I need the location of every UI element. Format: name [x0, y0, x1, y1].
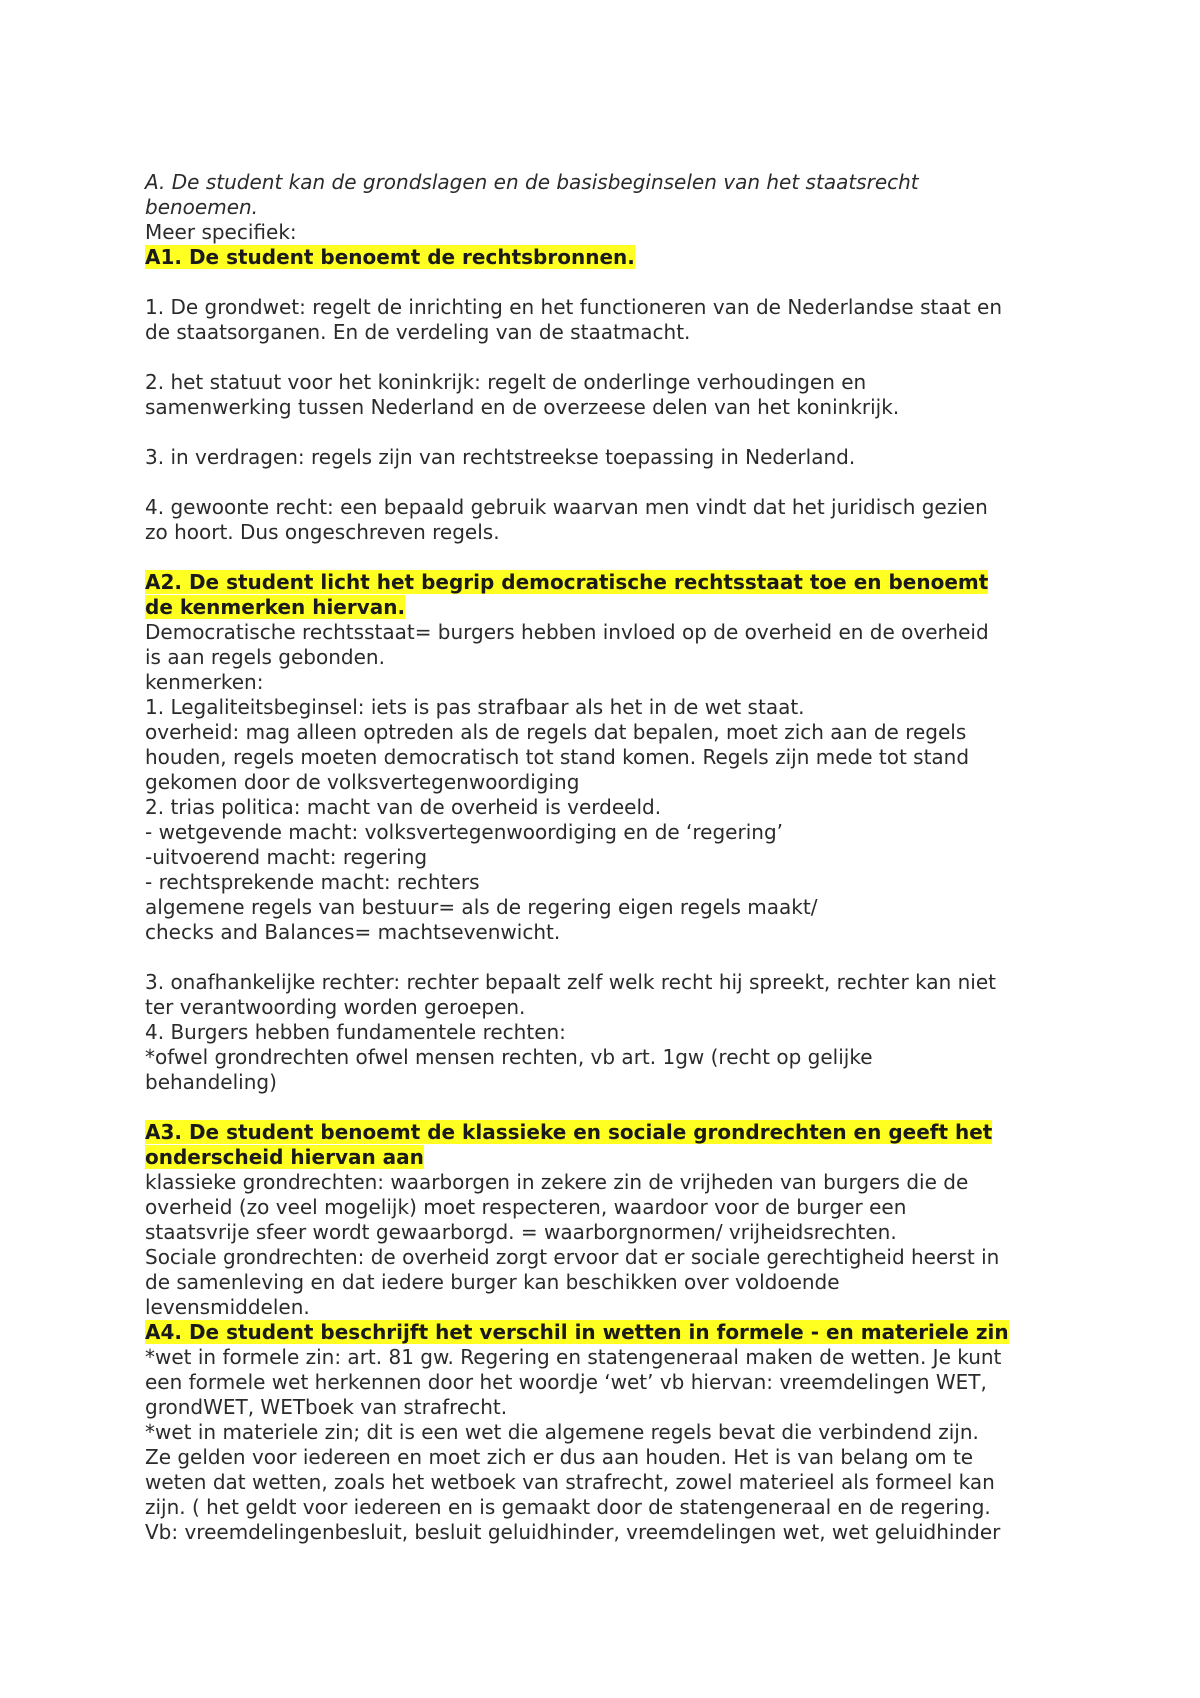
a4-line-8: Vb: vreemdelingenbesluit, besluit geluidhinder, vreemdelingen wet, wet geluidhinder	[145, 1520, 1001, 1544]
paragraph-gap	[145, 1095, 1075, 1120]
heading-a1-text: A1. De student benoemt de rechtsbronnen.	[145, 245, 635, 269]
a4-line-7: zijn. ( het geldt voor iedereen en is gemaakt door de statengeneraal en de regering.	[145, 1495, 991, 1519]
a1-p3-line-1: 3. in verdragen: regels zijn van rechtstreekse toepassing in Nederland.	[145, 445, 856, 469]
a1-p4-line-2: zo hoort. Dus ongeschreven regels.	[145, 520, 500, 544]
a2-b1-line-5: overheid: mag alleen optreden als de regels dat bepalen, moet zich aan de regels	[145, 720, 967, 744]
a2-b1-line-9: - wetgevende macht: volksvertegenwoordiging en de ‘regering’	[145, 820, 783, 844]
a4-line-2: een formele wet herkennen door het woordje ‘wet’ vb hiervan: vreemdelingen WET,	[145, 1370, 987, 1394]
a2-b1-line-10: -uitvoerend macht: regering	[145, 845, 428, 869]
heading-a2-text-2: de kenmerken hiervan.	[145, 595, 406, 619]
paragraph-gap	[145, 345, 1075, 370]
paragraph-gap	[145, 470, 1075, 495]
paragraph-gap	[145, 270, 1075, 295]
a2-b2-line-3: 4. Burgers hebben fundamentele rechten:	[145, 1020, 566, 1044]
a1-p1-line-1: 1. De grondwet: regelt de inrichting en het functioneren van de Nederlandse staat en	[145, 295, 1003, 319]
heading-a3-line-1	[145, 1120, 1075, 1145]
heading-a2-line-2	[145, 595, 1075, 620]
a2-b1-line-1: Democratische rechtsstaat= burgers hebben invloed op de overheid en de overheid	[145, 620, 989, 644]
a1-p2-line-2: samenwerking tussen Nederland en de overzeese delen van het koninkrijk.	[145, 395, 900, 419]
heading-a3-text-2: onderscheid hiervan aan	[145, 1145, 424, 1169]
heading-a2-line-1	[145, 570, 1075, 595]
a3-line-2: overheid (zo veel mogelijk) moet respecteren, waardoor voor de burger een	[145, 1195, 907, 1219]
a4-line-1: *wet in formele zin: art. 81 gw. Regering en statengeneraal maken de wetten. Je kunt	[145, 1345, 1002, 1369]
a3-line-6: levensmiddelen.	[145, 1295, 310, 1319]
a2-b2-line-5: behandeling)	[145, 1070, 277, 1094]
heading-a3-text-1: A3. De student benoemt de klassieke en sociale grondrechten en geeft het	[145, 1120, 993, 1144]
paragraph-gap	[145, 945, 1075, 970]
a1-p4-line-1: 4. gewoonte recht: een bepaald gebruik waarvan men vindt dat het juridisch gezien	[145, 495, 988, 519]
a2-b1-line-12: algemene regels van bestuur= als de regering eigen regels maakt/	[145, 895, 818, 919]
heading-a4	[145, 1320, 1075, 1345]
intro-line-2: benoemen.	[145, 195, 259, 219]
a2-b1-line-4: 1. Legaliteitsbeginsel: iets is pas strafbaar als het in de wet staat.	[145, 695, 805, 719]
a4-line-6: weten dat wetten, zoals het wetboek van strafrecht, zowel materieel als formeel kan	[145, 1470, 995, 1494]
heading-a3-line-2	[145, 1145, 1075, 1170]
a4-line-5: Ze gelden voor iedereen en moet zich er dus aan houden. Het is van belang om te	[145, 1445, 974, 1469]
a1-p1-line-2: de staatsorganen. En de verdeling van de staatmacht.	[145, 320, 691, 344]
a2-b1-line-7: gekomen door de volksvertegenwoordiging	[145, 770, 580, 794]
a4-line-3: grondWET, WETboek van strafrecht.	[145, 1395, 508, 1419]
a2-b1-line-13: checks and Balances= machtsevenwicht.	[145, 920, 561, 944]
intro-specifiek: Meer specifiek:	[145, 220, 297, 244]
paragraph-gap	[145, 420, 1075, 445]
a3-line-5: de samenleving en dat iedere burger kan beschikken over voldoende	[145, 1270, 840, 1294]
a2-b1-line-3: kenmerken:	[145, 670, 264, 694]
a2-b2-line-4: *ofwel grondrechten ofwel mensen rechten, vb art. 1gw (recht op gelijke	[145, 1045, 873, 1069]
a3-line-4: Sociale grondrechten: de overheid zorgt ervoor dat er sociale gerechtigheid heerst in	[145, 1245, 1000, 1269]
a2-b1-line-6: houden, regels moeten democratisch tot stand komen. Regels zijn mede tot stand	[145, 745, 970, 769]
intro-line-1: A. De student kan de grondslagen en de basisbeginselen van het staatsrecht	[145, 170, 919, 194]
paragraph-gap	[145, 545, 1075, 570]
a4-line-4: *wet in materiele zin; dit is een wet die algemene regels bevat die verbindend zijn.	[145, 1420, 979, 1444]
a2-b2-line-2: ter verantwoording worden geroepen.	[145, 995, 526, 1019]
a2-b2-line-1: 3. onafhankelijke rechter: rechter bepaalt zelf welk recht hij spreekt, rechter kan niet	[145, 970, 997, 994]
a2-b1-line-2: is aan regels gebonden.	[145, 645, 385, 669]
heading-a1	[145, 245, 1075, 270]
heading-a2-text-1: A2. De student licht het begrip democratische rechtsstaat toe en benoemt	[145, 570, 989, 594]
heading-a4-text: A4. De student beschrijft het verschil in wetten in formele - en materiele zin	[145, 1320, 1009, 1344]
a3-line-3: staatsvrije sfeer wordt gewaarborgd. = waarborgnormen/ vrijheidsrechten.	[145, 1220, 897, 1244]
a2-b1-line-8: 2. trias politica: macht van de overheid is verdeeld.	[145, 795, 662, 819]
a2-b1-line-11: - rechtsprekende macht: rechters	[145, 870, 480, 894]
a1-p2-line-1: 2. het statuut voor het koninkrijk: regelt de onderlinge verhoudingen en	[145, 370, 867, 394]
document-page	[145, 170, 1075, 1545]
a3-line-1: klassieke grondrechten: waarborgen in zekere zin de vrijheden van burgers die de	[145, 1170, 969, 1194]
